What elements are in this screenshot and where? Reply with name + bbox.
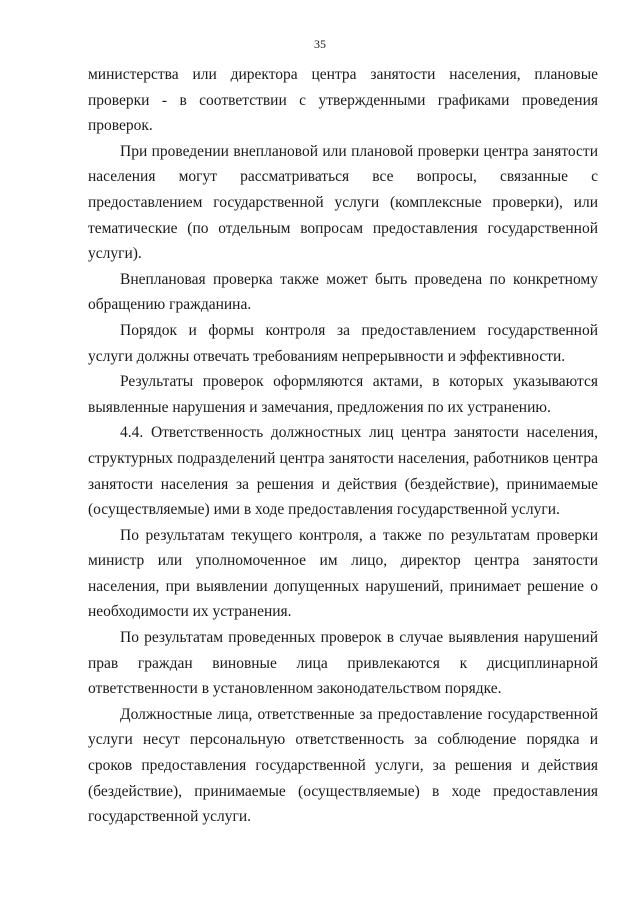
section-4-4-heading-paragraph: 4.4. Ответственность должностных лиц центра занятости населения, структурных подразделений центра занятости населения, работников центра занятости населения за решения и действия (бездействие), принимаемые (осуществляемые) ими в ходе предоставления государственной услуги. (88, 424, 598, 519)
paragraph-4: Порядок и формы контроля за предоставлением государственной услуги должны отвечать требованиям непрерывности и эффективности. (88, 321, 598, 365)
paragraph-5: Результаты проверок оформляются актами, в которых указываются выявленные нарушения и замечания, предложения по их устранению. (88, 373, 598, 416)
paragraph-7: По результатам текущего контроля, а также по результатам проверки министр или уполномоченное им лицо, директор центра занятости населения, при выявлении допущенных нарушений, принимает решение о необходимости их устранения. (88, 526, 598, 621)
paragraph-9: Должностные лица, ответственные за предоставление государственной услуги несут персональную ответственность за соблюдение порядка и сроков предоставления государственной услуги, за решения и действия (бездействие), принимаемые (осуществляемые) в ходе предоставления государственной услуги. (88, 705, 598, 826)
paragraph-1: министерства или директора центра занятости населения, плановые проверки - в соответствии с утвержденными графиками проведения проверок. (88, 66, 598, 135)
page-number: 35 (314, 37, 326, 51)
paragraph-3: Внеплановая проверка также может быть проведена по конкретному обращению гражданина. (88, 270, 598, 314)
document-body (88, 62, 598, 830)
paragraph-8: По результатам проведенных проверок в случае выявления нарушений прав граждан виновные лица привлекаются к дисциплинарной ответственности в установленном законодательством порядке. (88, 629, 598, 698)
paragraph-2: При проведении внеплановой или плановой проверки центра занятости населения могут рассматриваться все вопросы, связанные с предоставлением государственной услуги (комплексные проверки), или тематические (по отдельным вопросам предоставления государственной услуги). (88, 142, 598, 263)
